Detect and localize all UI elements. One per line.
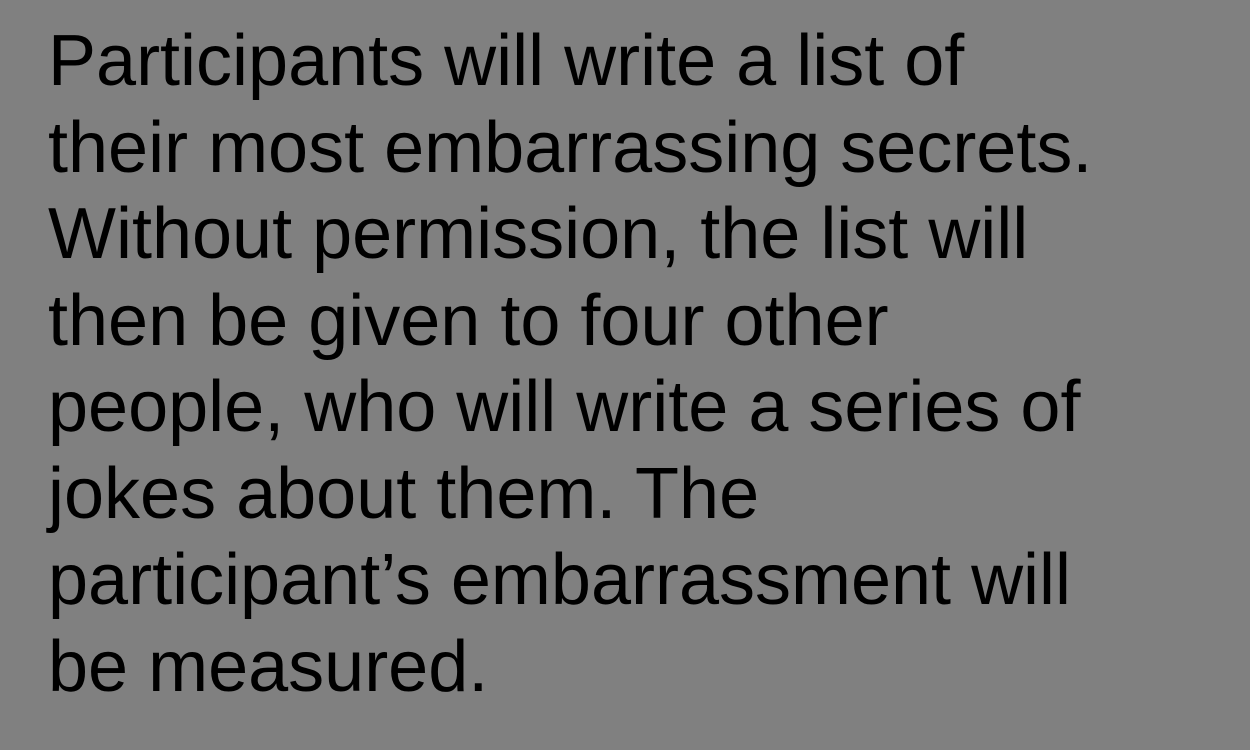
text-line: their most embarrassing secrets.: [48, 107, 1093, 188]
slide-body-text: [48, 18, 1092, 710]
text-line: people, who will write a series of: [48, 367, 1081, 447]
text-line: then be given to four other: [48, 280, 889, 361]
text-line: be measured.: [48, 626, 489, 707]
text-line: jokes about them. The: [48, 453, 760, 534]
text-line: Participants will write a list of: [48, 21, 965, 101]
text-line: Without permission, the list will: [48, 194, 1029, 274]
text-line: participant’s embarrassment will: [48, 540, 1072, 620]
